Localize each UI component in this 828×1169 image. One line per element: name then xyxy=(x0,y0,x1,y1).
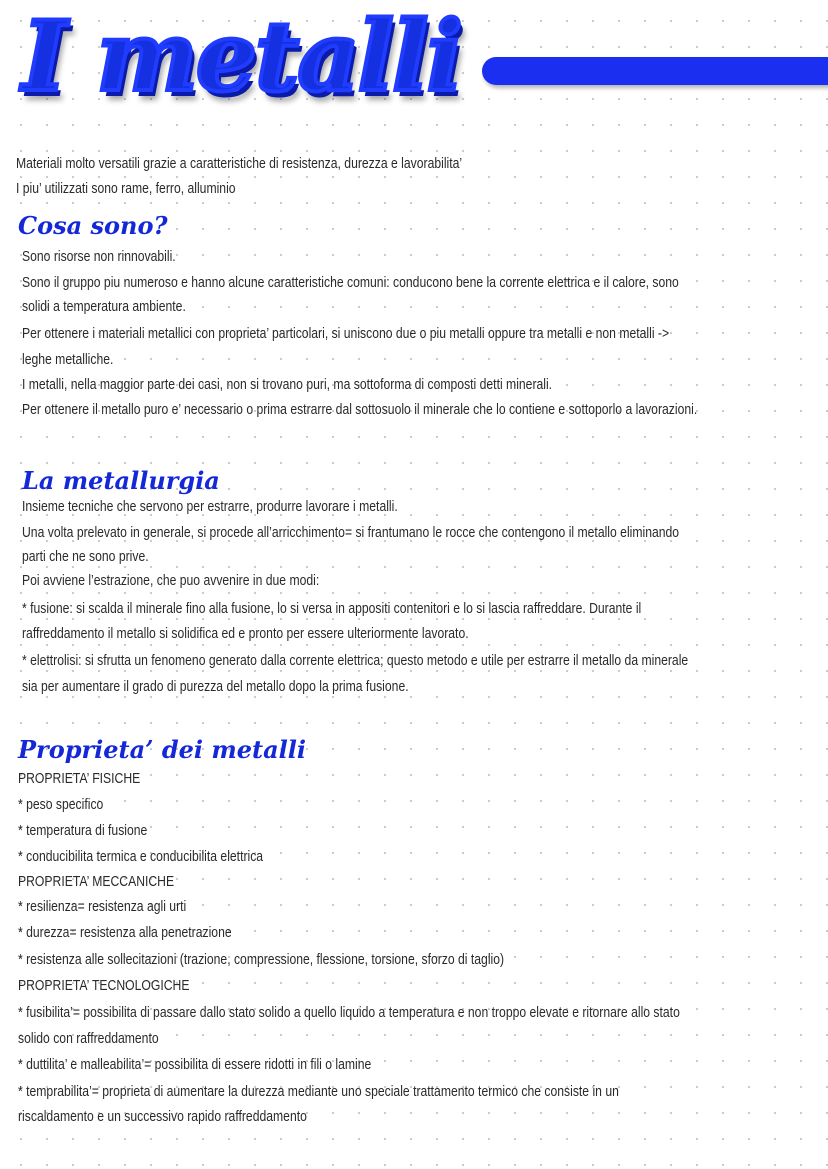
section-heading: Cosa sono? xyxy=(18,211,168,240)
section-line: Per ottenere i materiali metallici con proprieta’ particolari, si uniscono due o piu metalli oppure tra metalli e non metalli -> xyxy=(22,326,670,342)
section-line: * elettrolisi: si sfrutta un fenomeno generato dalla corrente elettrica; questo metodo e utile per estrarre il metallo da minerale xyxy=(22,653,689,669)
section-line: raffreddamento il metallo si solidifica ed e pronto per essere ulteriormente lavorato. xyxy=(22,626,469,642)
section-heading: La metallurgia xyxy=(22,466,220,495)
page-title: I metalli xyxy=(22,0,461,113)
section-line: Insieme tecniche che servono per estrarre, produrre lavorare i metalli. xyxy=(22,499,398,515)
section-line: * temprabilita’= proprieta di aumentare la durezza mediante uno speciale trattamento termico che consiste in un xyxy=(18,1084,619,1100)
section-line: * resilienza= resistenza agli urti xyxy=(18,899,187,915)
section-line: * fusione: si scalda il minerale fino alla fusione, lo si versa in appositi contenitori e lo si lascia raffreddare. Durante il xyxy=(22,601,642,617)
intro-line: Materiali molto versatili grazie a caratteristiche di resistenza, durezza e lavorabilita’ xyxy=(16,156,463,172)
intro-line: I piu’ utilizzati sono rame, ferro, alluminio xyxy=(16,181,236,197)
section-line: Una volta prelevato in generale, si procede all’arricchimento= si frantumano le rocce che contengono il metallo eliminando xyxy=(22,525,680,541)
section-line: * fusibilita’= possibilita di passare dallo stato solido a quello liquido a temperatura e non troppo elevate e ritornare allo stato xyxy=(18,1005,680,1021)
section-line: Sono risorse non rinnovabili. xyxy=(22,249,176,265)
section-line: leghe metalliche. xyxy=(22,352,114,368)
section-line: solido con raffreddamento xyxy=(18,1031,159,1047)
section-line: sia per aumentare il grado di purezza del metallo dopo la prima fusione. xyxy=(22,679,409,695)
section-line: * durezza= resistenza alla penetrazione xyxy=(18,925,232,941)
section-line: riscaldamento e un successivo rapido raffreddamento xyxy=(18,1109,307,1125)
section-line: PROPRIETA’ MECCANICHE xyxy=(18,874,175,890)
section-line: * resistenza alle sollecitazioni (trazione, compressione, flessione, torsione, sforzo di taglio) xyxy=(18,952,505,968)
section-line: Per ottenere il metallo puro e’ necessario o prima estrarre dal sottosuolo il minerale che lo contiene e sottoporlo a lavorazioni. xyxy=(22,402,698,418)
section-line: * duttilita’ e malleabilita’= possibilita di essere ridotti in fili o lamine xyxy=(18,1057,372,1073)
section-line: Poi avviene l’estrazione, che puo avvenire in due modi: xyxy=(22,573,320,589)
section-line: * temperatura di fusione xyxy=(18,823,148,839)
section-line: * conducibilita termica e conducibilita elettrica xyxy=(18,849,264,865)
section-line: PROPRIETA’ FISICHE xyxy=(18,771,141,787)
title-underline-bar xyxy=(482,57,828,85)
section-line: solidi a temperatura ambiente. xyxy=(22,299,186,315)
section-line: PROPRIETA’ TECNOLOGICHE xyxy=(18,978,190,994)
section-heading: Proprieta’ dei metalli xyxy=(18,735,307,764)
section-line: Sono il gruppo piu numeroso e hanno alcune caratteristiche comuni: conducono bene la corrente elettrica e il calore, sono xyxy=(22,275,679,291)
section-line: * peso specifico xyxy=(18,797,104,813)
section-line: parti che ne sono prive. xyxy=(22,549,149,565)
section-line: I metalli, nella maggior parte dei casi, non si trovano puri, ma sottoforma di composti detti minerali. xyxy=(22,377,553,393)
